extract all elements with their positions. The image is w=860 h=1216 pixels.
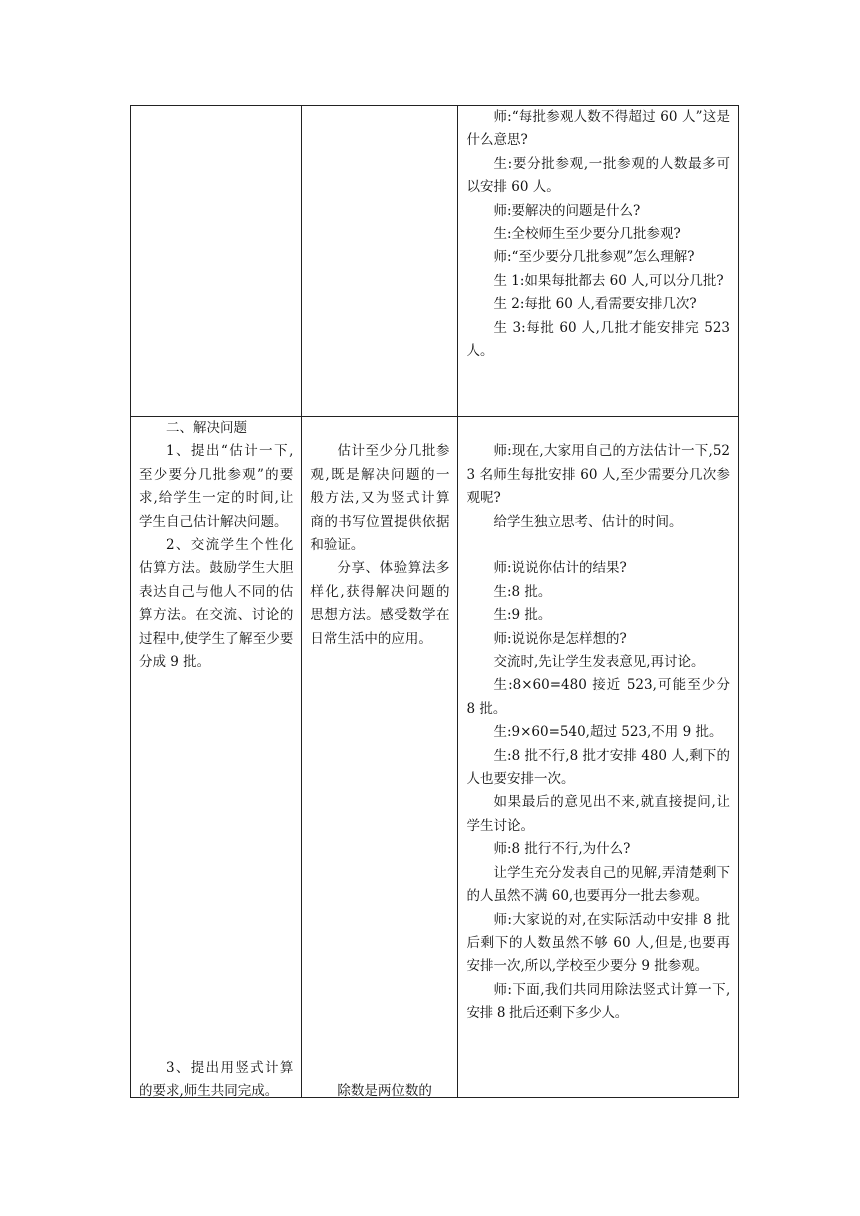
dialogue-line: 师:“每批参观人数不得超过 60 人”这是什么意思?: [466, 109, 730, 149]
row1-goal-cell: [131, 106, 302, 417]
dialogue-line: 师:说说你是怎样想的?: [493, 630, 627, 647]
dialogue-line: 生:全校师生至少要分几批参观?: [493, 226, 681, 243]
section-heading: 二、解决问题: [166, 420, 247, 436]
dialogue-line: 师:要解决的问题是什么?: [493, 202, 641, 219]
dialogue-line: 如果最后的意见出不来,就直接提问,让学生讨论。: [466, 794, 730, 834]
dialogue-line: 师:说说你估计的结果?: [493, 560, 627, 577]
dialogue-line: 师:下面,我们共同用除法竖式计算一下,安排 8 批后还剩下多少人。: [466, 981, 730, 1022]
goal-item: 1、提出“估计一下,至少要分几批参观”的要求,给学生一定的时间,让学生自己估计解决问题。: [139, 443, 294, 530]
lesson-plan-table: [130, 105, 739, 1098]
dialogue-line: 师:8 批行不行,为什么?: [493, 841, 631, 858]
table-row: [131, 417, 739, 1098]
row2-process-cell: [458, 417, 739, 1098]
dialogue-line: 师:“至少要分几批参观”怎么理解?: [493, 249, 695, 266]
dialogue-line: 生 2:每批 60 人,看需要安排几次?: [493, 296, 697, 313]
dialogue-line: 生:9 批。: [493, 607, 552, 624]
intent-item: 除数是两位数的: [337, 1083, 432, 1099]
dialogue-line: 师:大家说的对,在实际活动中安排 8 批后剩下的人数虽然不够 60 人,但是,也要再安排一次,所以,学校至少要分 9 批参观。: [466, 911, 730, 975]
intent-item: 分享、体验算法多样化,获得解决问题的思想方法。感受数学在日常生活中的应用。: [310, 560, 450, 647]
dialogue-line: 交流时,先让学生发表意见,再讨论。: [493, 654, 705, 671]
dialogue-line: 给学生独立思考、估计的时间。: [493, 513, 683, 530]
row1-process-cell: [458, 106, 739, 417]
dialogue-line: 生 1:如果每批都去 60 人,可以分几批?: [493, 272, 724, 289]
goal-item: 2、交流学生个性化估算方法。鼓励学生大胆表达自己与他人不同的估算方法。在交流、讨论的过程中,使学生了解至少要分成 9 批。: [139, 537, 294, 671]
dialogue-line: 生:8 批。: [493, 583, 552, 600]
dialogue-line: 生 3:每批 60 人,几批才能安排完 523 人。: [466, 319, 730, 360]
table-row: [131, 106, 739, 417]
dialogue-line: 生:8×60=480 接近 523,可能至少分 8 批。: [466, 677, 730, 717]
dialogue-line: 师:现在,大家用自己的方法估计一下,523 名师生每批安排 60 人,至少需要分几次参观呢?: [466, 443, 730, 507]
row2-goal-cell: [131, 417, 302, 1098]
row2-intent-cell: [302, 417, 458, 1098]
goal-item: 3、提出用竖式计算的要求,师生共同完成。: [139, 1060, 294, 1100]
row1-intent-cell: [302, 106, 458, 417]
intent-item: 估计至少分几批参观,既是解决问题的一般方法,又为竖式计算商的书写位置提供依据和验证。: [310, 443, 450, 554]
dialogue-line: 生:9×60=540,超过 523,不用 9 批。: [493, 724, 723, 741]
dialogue-line: 生:要分批参观,一批参观的人数最多可以安排 60 人。: [466, 155, 730, 196]
dialogue-line: 让学生充分发表自己的见解,弄清楚剩下的人虽然不满 60,也要再分一批去参观。: [466, 864, 730, 905]
dialogue-line: 生:8 批不行,8 批才安排 480 人,剩下的人也要安排一次。: [466, 747, 730, 788]
